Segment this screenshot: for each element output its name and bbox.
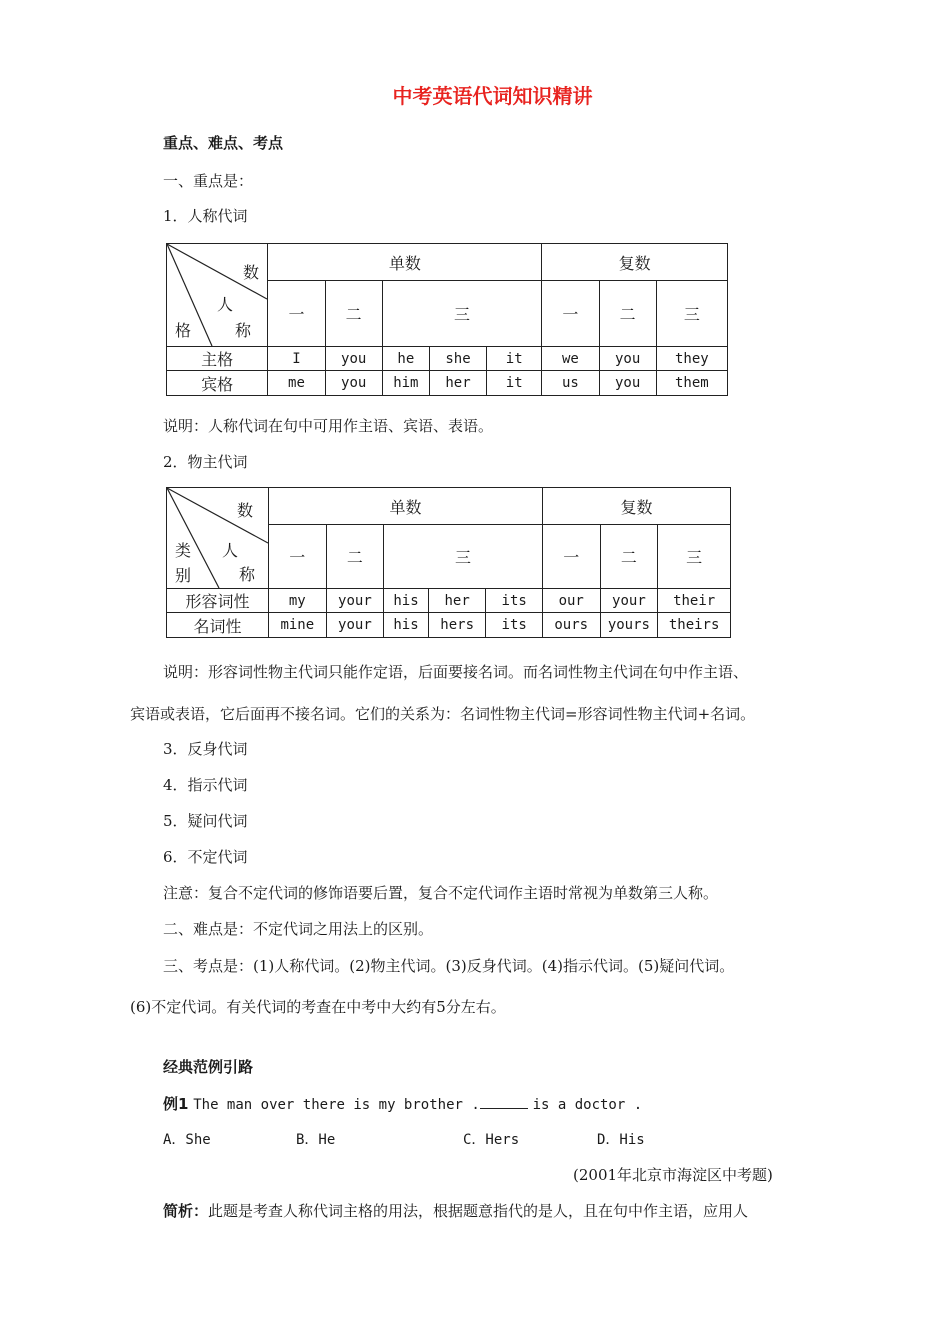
exam-points-line1: 三、考点是：(1)人称代词。(2)物主代词。(3)反身代词。(4)指示代词。(5)疑问代词。 [163,957,735,975]
analysis-text: 此题是考查人称代词主格的用法，根据题意指代的是人，且在句中作主语，应用人 [208,1202,749,1220]
table-cell: theirs [658,613,731,638]
question-source: (2001年北京市海淀区中考题) [573,1166,773,1184]
page-title: 中考英语代词知识精讲 [392,84,593,108]
table-corner-cell [167,244,268,347]
option-b: B．He [296,1132,336,1148]
section-heading-key-points: 重点、难点、考点 [163,134,284,152]
corner-label-person-2: 称 [235,321,252,340]
note-possessive-line1: 说明：形容词性物主代词只能作定语，后面要接名词。而名词性物主代词在句中作主语、 [163,663,749,681]
table-cell: his [384,613,429,638]
answer-blank [480,1094,528,1109]
corner-label-number: 数 [243,263,260,282]
corner-label-category-1: 类 [175,541,192,560]
person-first-plural: 一 [542,525,600,589]
example-label: 例1 [163,1095,189,1113]
row-label-adjectival: 形容词性 [167,589,269,613]
table-cell: us [542,371,599,396]
table-cell: your [600,589,658,613]
person-second-singular: 二 [325,281,382,347]
table-cell: my [269,589,327,613]
corner-label-case: 格 [175,321,192,340]
table-cell: it [487,347,542,371]
section-heading-examples: 经典范例引路 [163,1058,254,1076]
corner-label-person-2: 称 [239,565,256,584]
item-demonstrative-pronouns: 4．指示代词 [163,776,248,794]
row-label-subject: 主格 [167,347,268,371]
item-reflexive-pronouns: 3．反身代词 [163,740,248,758]
person-third-singular: 三 [384,525,543,589]
note-possessive-line2: 宾语或表语，它后面再不接名词。它们的关系为：名词性物主代词=形容词性物主代词+名词。 [130,705,756,723]
example-sentence-part2: is a doctor . [532,1097,643,1113]
table-cell: we [542,347,599,371]
corner-label-person: 人 [222,541,239,560]
table-cell: you [325,371,382,396]
table-cell: she [429,347,486,371]
exam-points-line2: (6)不定代词。有关代词的考查在中考中大约有5分左右。 [130,998,506,1016]
table-cell: mine [269,613,327,638]
table-cell: his [384,589,429,613]
option-a: A．She [163,1132,211,1148]
note-personal-pronouns: 说明：人称代词在句中可用作主语、宾语、表语。 [163,417,494,435]
table-row [167,371,728,396]
table-cell: our [542,589,600,613]
difficulty-line: 二、难点是：不定代词之用法上的区别。 [163,920,434,938]
item-indefinite-pronouns: 6．不定代词 [163,848,248,866]
table-cell: hers [428,613,486,638]
item-interrogative-pronouns: 5．疑问代词 [163,812,248,830]
table-cell: ours [542,613,600,638]
table-cell: him [382,371,429,396]
example-sentence-part1: The man over there is my brother . [193,1097,480,1113]
person-third-singular: 三 [382,281,542,347]
table-cell: you [325,347,382,371]
focus-label: 一、重点是： [163,172,254,190]
analysis-label: 简析： [163,1202,209,1220]
table-row [167,589,731,613]
person-first-singular: 一 [269,525,327,589]
table-corner-cell [167,488,269,589]
header-plural: 复数 [542,488,730,525]
table-row [167,347,728,371]
example-1 [163,1093,642,1114]
table-cell: her [429,371,486,396]
person-second-plural: 二 [599,281,656,347]
table-row [167,613,731,638]
table-cell: her [428,589,486,613]
table-cell: their [658,589,731,613]
corner-label-number: 数 [237,501,254,520]
person-third-plural: 三 [658,525,731,589]
corner-label-person: 人 [217,295,234,314]
option-c: C．Hers [463,1132,520,1148]
personal-pronoun-table [166,243,728,396]
table-cell: you [599,371,656,396]
person-second-plural: 二 [600,525,658,589]
header-singular: 单数 [269,488,543,525]
person-first-plural: 一 [542,281,599,347]
table-cell: your [326,589,384,613]
attention-note: 注意：复合不定代词的修饰语要后置，复合不定代词作主语时常视为单数第三人称。 [163,884,719,902]
table-cell: yours [600,613,658,638]
table-cell: it [487,371,542,396]
table-cell: its [486,613,542,638]
analysis [163,1200,748,1221]
table-cell: its [486,589,542,613]
row-label-object: 宾格 [167,371,268,396]
item-personal-pronouns: 1．人称代词 [163,207,248,225]
header-plural: 复数 [542,244,728,281]
item-possessive-pronouns: 2．物主代词 [163,453,248,471]
table-cell: you [599,347,656,371]
corner-label-category-2: 别 [175,566,192,585]
person-third-plural: 三 [656,281,727,347]
table-cell: your [326,613,384,638]
table-cell: he [382,347,429,371]
table-cell: I [268,347,325,371]
row-label-nominal: 名词性 [167,613,269,638]
option-d: D．His [597,1132,645,1148]
header-singular: 单数 [268,244,542,281]
table-cell: me [268,371,325,396]
possessive-pronoun-table [166,487,731,638]
person-first-singular: 一 [268,281,325,347]
table-cell: they [656,347,727,371]
person-second-singular: 二 [326,525,384,589]
table-cell: them [656,371,727,396]
